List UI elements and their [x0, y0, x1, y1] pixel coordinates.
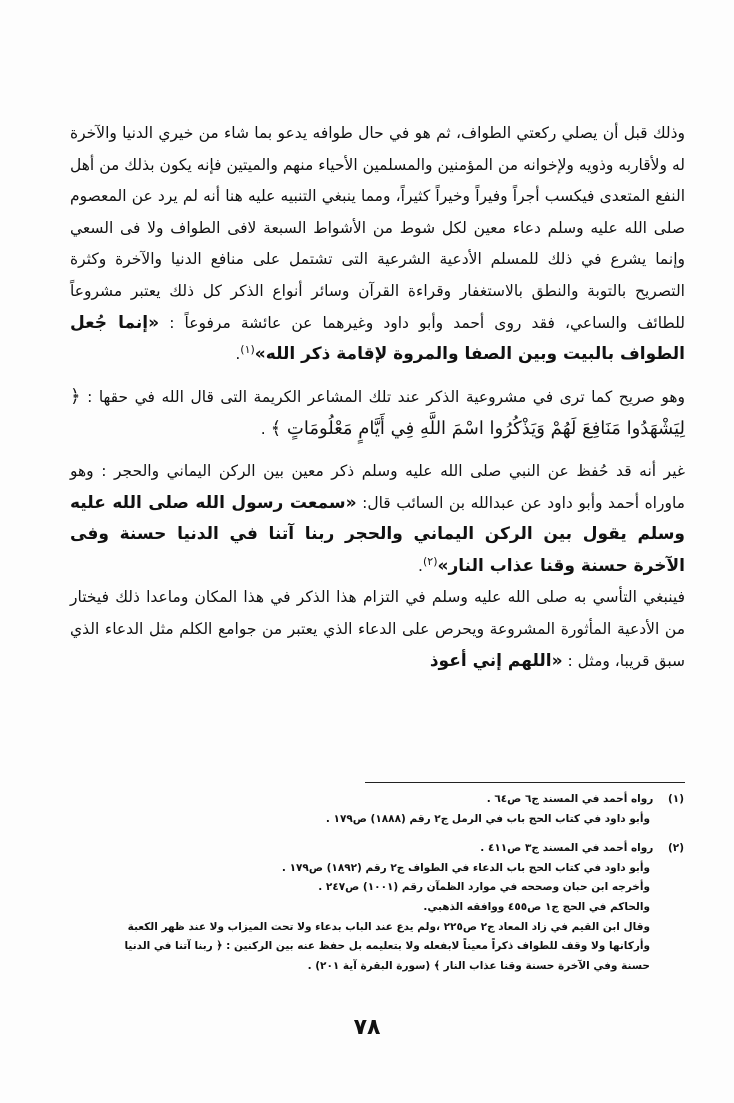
- paragraph-2: [70, 381, 685, 446]
- paragraph-3-end: .: [418, 556, 423, 575]
- footnote-2-line-1: [40, 839, 684, 859]
- footnote-spacer: [40, 829, 684, 839]
- footnote-ref-1: (١): [240, 343, 255, 356]
- paragraph-4-text: فينبغي التأسي به صلى الله عليه وسلم في التزام هذا الذكر في هذا المكان وماعدا ذلك فيختار من الأدعية المأثورة المشروعة ويحرص على الدعاء الذي يعتبر من جوامع الكلم مثل الدعاء الذي سبق قريبا، ومثل :: [70, 588, 685, 670]
- paragraph-2-text: وهو صريح كما ترى في مشروعية الذكر عند تلك المشاعر الكريمة التى قال الله في حقها :: [80, 387, 685, 406]
- footnote-2-text-1: رواه أحمد في المسند ج٣ ص٤١١ .: [480, 842, 654, 855]
- hadith-quote-3: «اللهم إني أعوذ: [429, 650, 563, 671]
- footnote-1-text-1: رواه أحمد في المسند ج٦ ص٦٤ .: [486, 793, 654, 805]
- footnote-1-line-2: وأبو داود في كتاب الحج باب في الرمل ج٢ رقم (١٨٨٨) ص١٧٩ .: [325, 812, 650, 825]
- footnote-2-line-2: وأبو داود في كتاب الحج باب الدعاء في الطواف ج٢ رقم (١٨٩٢) ص١٧٩ .: [281, 861, 650, 874]
- paragraph-4: [70, 582, 685, 677]
- hadith-quote-1: «إنما جُعل الطواف بالبيت وبين الصفا والمروة لإقامة ذكر الله»: [70, 312, 685, 365]
- footnote-1-number: (١): [667, 793, 684, 805]
- footnote-2-line-4: والحاكم في الحج ج١ ص٤٥٥ ووافقه الذهبي.: [423, 900, 650, 913]
- paragraph-1-end: .: [235, 345, 241, 364]
- footnotes: [40, 790, 684, 976]
- main-text: [70, 118, 685, 677]
- footnote-2-line-5: وقال ابن القيم في زاد المعاد ج٢ ص٢٢٥ ،ولم يدع عند الباب بدعاء ولا تحت الميزاب ولا عند ظهر الكعبة: [127, 920, 650, 933]
- quran-verse: ﴿ لِيَشْهَدُوا مَنَافِعَ لَهُمْ وَيَذْكُرُوا اسْمَ اللَّهِ فِي أَيَّامٍ مَعْلُومَاتٍ ﴾: [70, 385, 685, 440]
- paragraph-3-text: غير أنه قد حُفظ عن النبي صلى الله عليه وسلم ذكر معين بين الركن اليماني والحجر : وهو ماوراه أحمد وأبو داود عن عبدالله بن السائب قال:: [70, 461, 685, 512]
- paragraph-1: [70, 118, 685, 371]
- footnote-2-number: (٢): [667, 842, 684, 855]
- footnote-ref-2: (٢): [422, 554, 438, 568]
- page-number: ٧٨: [353, 1015, 381, 1040]
- footnote-1-line-1: [40, 790, 684, 810]
- paragraph-3: [70, 456, 685, 582]
- footnote-2-line-6: وأركانها ولا وقف للطواف ذكراً معيناً لابفعله ولا بتعليمه بل حفظ عنه بين الركنين : ﴿ ربنا آتنا في الدنيا: [124, 940, 650, 953]
- footnote-2-line-7: حسنة وفي الآخرة حسنة وقنا عذاب النار ﴾ (سورة البقرة آية ٢٠١) .: [307, 959, 650, 972]
- paragraph-1-text: وذلك قبل أن يصلي ركعتي الطواف، ثم هو في حال طوافه يدعو بما شاء من خيري الدنيا والآخرة له ولأقاربه وذويه ولإخوانه من المؤمنين والمسلمين الأحياء منهم والميتين فإنه يكون بذلك من أهل النفع المتعدى فيكسب أجراً وفيراً وخيراً كثيراً، ومما ينبغي التنبيه عليه هنا أنه لم يرد عن المعصوم صلى الله عليه وسلم دعاء معين لكل شوط من الأشواط السبعة لافى الطواف ولا فى السعي وإنما يشرع في ذلك للمسلم الأدعية الشرعية التى تشتمل على منافع الدنيا والآخرة وكثرة التصريح بالتوبة والنطق بالاستغفار وقراءة القرآن وسائر أنواع الذكر كل ذلك يعتبر مشروعاً للطائف والساعي، فقد روى أحمد وأبو داود وغيرهما عن عائشة مرفوعاً :: [70, 124, 685, 332]
- hadith-quote-2: «سمعت رسول الله صلى الله عليه وسلم يقول بين الركن اليماني والحجر ربنا آتنا في الدنيا حسنة وفى الآخرة حسنة وقنا عذاب النار»: [70, 492, 685, 576]
- footnote-2-line-3: وأخرجه ابن حبان وصححه في موارد الظمآن رقم (١٠٠١) ص٢٤٧ .: [318, 881, 650, 894]
- footnote-divider: [365, 782, 685, 783]
- paragraph-2-end: .: [260, 420, 271, 439]
